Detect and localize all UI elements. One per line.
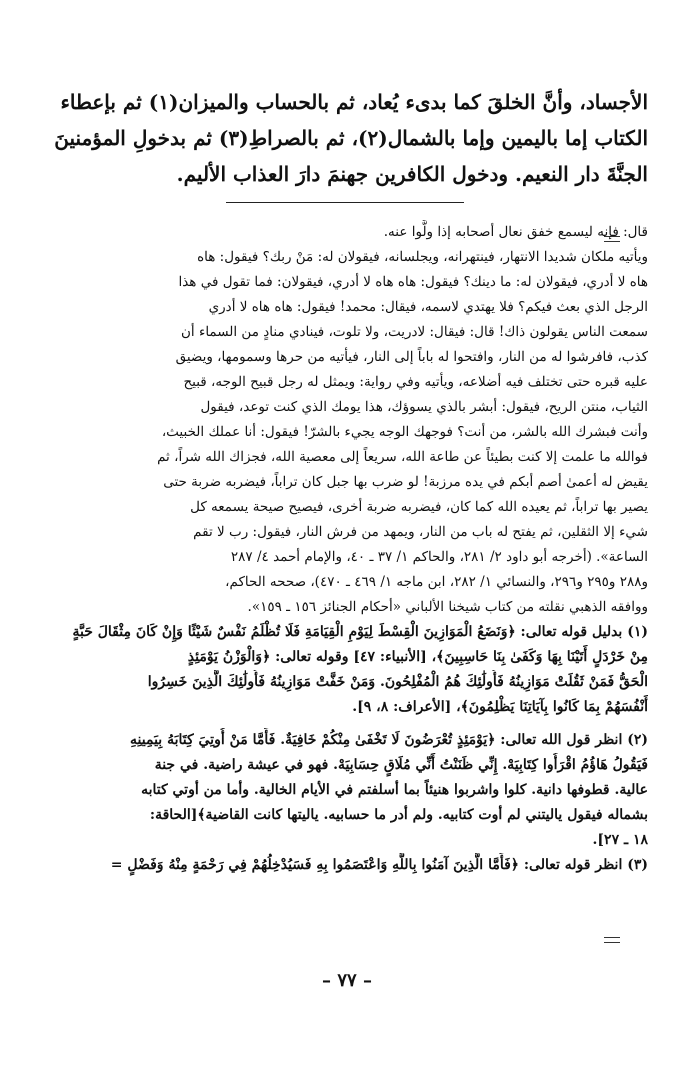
- footnote-2: [52, 728, 648, 853]
- footnote-line: الرجل الذي بعث فيكم؟ فلا يهتدي لاسمه، فيقال: محمد! فيقول: هاه هاه لا أدري: [208, 299, 648, 315]
- main-text-line: الأجساد، وأنَّ الخلقَ كما بدىء يُعاد، ثم بالحساب والميزان(١) ثم بإعطاء: [60, 90, 648, 114]
- margin-mark: [604, 942, 620, 943]
- footnote-line: ١٨ ـ ٢٧].: [592, 832, 648, 848]
- footnote-line: سمعت الناس يقولون ذاك! قال: فيقال: لادريت، ولا تلوت، فينادي منادٍ من السماء أن: [181, 324, 648, 340]
- footnote-line: الثياب، منتن الريح، فيقول: أبشر بالذي يسوؤك، هذا يومك الذي كنت توعد، فيقول: [200, 399, 648, 415]
- footnote-separator: [226, 202, 464, 203]
- footnote-line: الساعة». (أخرجه أبو داود ٢/ ٢٨١، والحاكم ١/ ٣٧ ـ ٤٠، والإمام أحمد ٤/ ٢٨٧: [230, 549, 648, 565]
- main-text-line: الكتاب إما باليمين وإما بالشمال(٢)، ثم بالصراطِ(٣) ثم بدخولِ المؤمنينَ: [54, 126, 648, 150]
- footnote-line: (١) بدليل قوله تعالى: ﴿وَنَضَعُ الْمَوَازِينَ الْقِسْطَ لِيَوْمِ الْقِيَامَةِ فَلَا تُظْلَمُ نَفْسٌ شَيْئًا وَإِنْ كَانَ مِثْقَالَ حَبَّةٍ: [72, 624, 648, 640]
- footnote-line: عالية. قطوفها دانية. كلوا واشربوا هنيئاً بما أسلفتم في الأيام الخالية. وأما من أوتي كتابه: [141, 782, 648, 798]
- footnote-line: فَيَقُولُ هَاؤُمُ اقْرَأُوا كِتَابِيَهْ. إِنِّي ظَنَنْتُ أَنِّي مُلَاقٍ حِسَابِيَهْ. فهو في عيشة راضية. في جنة: [154, 757, 648, 773]
- footnotes: [52, 220, 648, 878]
- footnote-line: قال: فإنه ليسمع خفق نعال أصحابه إذا ولَّوا عنه.: [383, 224, 648, 240]
- footnote-line: وأنت فبشرك الله بالشر، من أنت؟ فوجهك الوجه يجيء بالشرّ! فيقول: أنا عملك الخبيث،: [161, 424, 648, 440]
- page-number: – ٧٧ –: [322, 970, 372, 991]
- main-text-line: الجنَّةَ دار النعيم. ودخول الكافرين جهنمَ دارَ العذاب الأليم.: [176, 162, 648, 186]
- footnote-line: الْحَقُّ فَمَنْ ثَقُلَتْ مَوَازِينُهُ فَأُولَٰئِكَ هُمُ الْمُفْلِحُونَ. وَمَنْ خَفَّتْ مَوَازِينُهُ فَأُولَٰئِكَ الَّذِينَ خَسِرُوا: [147, 674, 648, 690]
- main-text: [52, 84, 648, 192]
- footnote-line: ووافقه الذهبي نقلته من كتاب شيخنا الألباني «أحكام الجنائز ١٥٦ ـ ١٥٩».: [247, 599, 648, 615]
- footnote-line: (٣) انظر قوله تعالى: ﴿فَأَمَّا الَّذِينَ آمَنُوا بِاللَّهِ وَاعْتَصَمُوا بِهِ فَسَيُدْخِلُهُمْ فِي رَحْمَةٍ مِنْهُ وَفَضْلٍ =: [110, 857, 648, 873]
- footnote-line: هاه لا أدري، فيقولان له: ما دينك؟ فيقول: هاه هاه لا أدري، فيقولان: فما تقول في هذا: [178, 274, 648, 290]
- footnote-line: أَنْفُسَهُمْ بِمَا كَانُوا بِآيَاتِنَا يَظْلِمُونَ﴾، [الأعراف: ٨، ٩].: [352, 699, 648, 715]
- footnote-line: يصير بها تراباً، ثم يعيده الله كما كان، فيضربه ضربة أخرى، فيصيح صيحة يسمعه كل: [190, 499, 648, 515]
- margin-mark: [604, 937, 620, 938]
- footnote-line: ويأتيه ملكان شديدا الانتهار، فينتهرانه، ويجلسانه، فيقولان له: مَنْ ربك؟ فيقول: هاه: [197, 249, 648, 265]
- footnote-3: [52, 853, 648, 878]
- footnote-line: يقيض له أعمىٰ أصم أبكم في يده مرزبة! لو ضرب بها جبل كان تراباً، فيضربه ضربة حتى: [163, 474, 648, 490]
- footnote-line: مِنْ خَرْدَلٍ أَتَيْنَا بِهَا وَكَفَىٰ بِنَا حَاسِبِينَ﴾، [الأنبياء: ٤٧] وقوله تعالى: ﴿وَالْوَزْنُ يَوْمَئِذٍ: [187, 649, 648, 665]
- footnote-1: [52, 620, 648, 720]
- footnote-continuation: [52, 220, 648, 620]
- footnote-line: كذب، فافرشوا له من النار، وافتحوا له باباً إلى النار، فيأتيه من حرها وسمومها، ويضيق: [175, 349, 648, 365]
- footnote-line: (٢) انظر قول الله تعالى: ﴿يَوْمَئِذٍ تُعْرَضُونَ لَا تَخْفَىٰ مِنْكُمْ خَافِيَةٌ. فَأَمَّا مَنْ أُوتِيَ كِتَابَهُ بِيَمِينِهِ: [130, 732, 648, 748]
- footnote-line: و٢٨٨ و٢٩٥ و٢٩٦، والنسائي ١/ ٢٨٢، ابن ماجه ١/ ٤٦٩ ـ ٤٧٠)، صححه الحاكم،: [225, 574, 648, 590]
- footnote-line: عليه قبره حتى تختلف فيه أضلاعه، ويأتيه وفي رواية: ويمثل له رجل قبيح الوجه، قبيح: [183, 374, 648, 390]
- footnote-line: بشماله فيقول ياليتني لم أوت كتابيه. ولم أدر ما حسابيه. ياليتها كانت القاضية﴾[الحاقة:: [149, 807, 648, 823]
- footnote-line: شيء إلا الثقلين، ثم يفتح له باب من النار، ويمهد من فرش النار، فيقول: رب لا تقم: [193, 524, 648, 540]
- footnote-line: فوالله ما علمت إلا كنت بطيئاً عن طاعة الله، سريعاً إلى معصية الله، فجزاك الله شراً، ثم: [157, 449, 648, 465]
